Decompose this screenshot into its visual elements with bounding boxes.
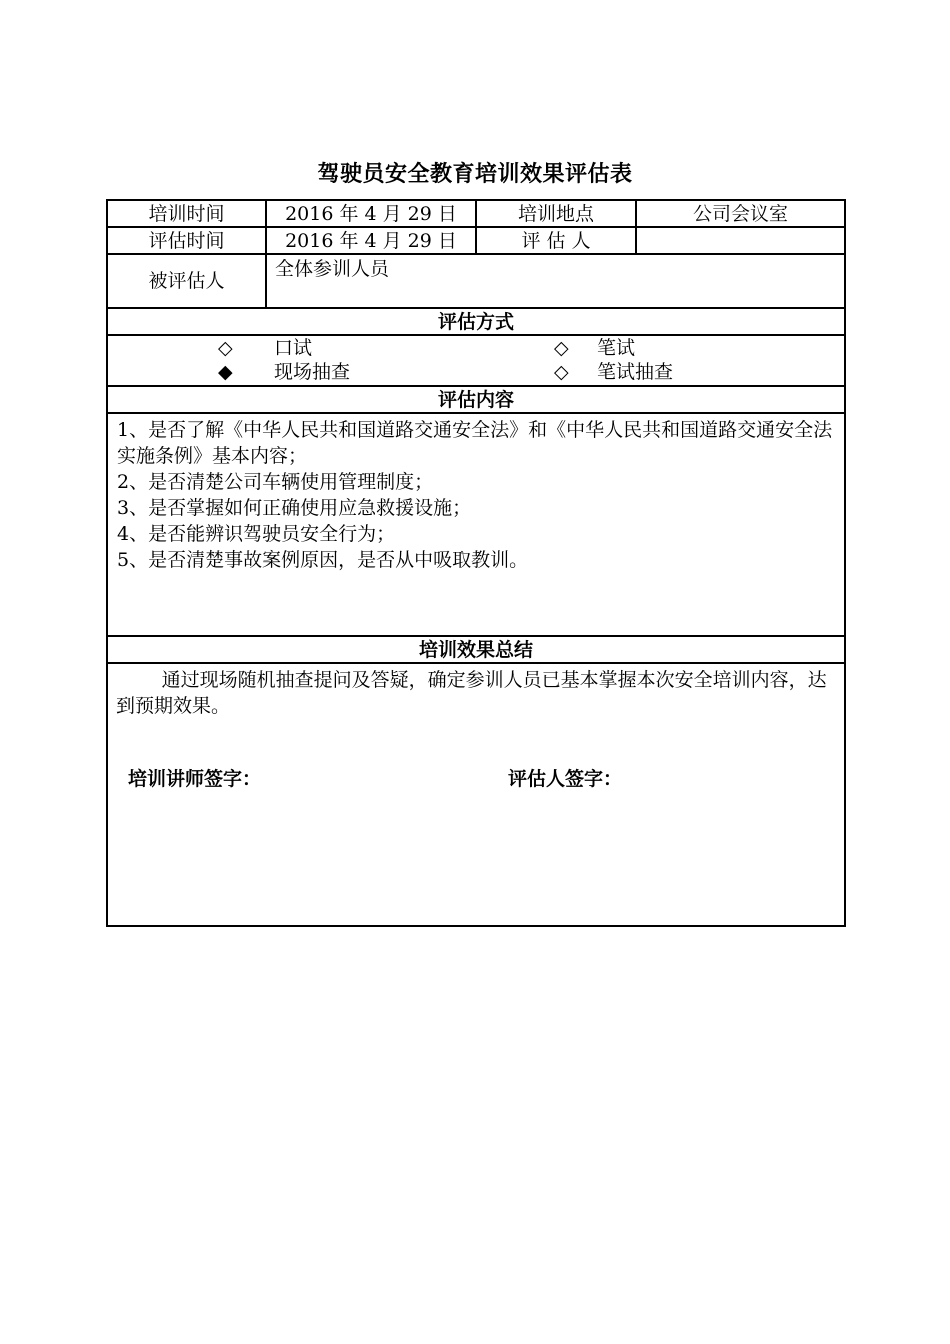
method-written-check-label: 笔试抽查 [597,361,674,383]
summary-text: 通过现场随机抽查提问及答疑，确定参训人员已基本掌握本次安全培训内容，达到预期效果。 [116,669,827,717]
evaluation-form [106,199,846,927]
evaluator-label: 评 估 人 [476,227,636,254]
method-written-check-icon: ◇ [554,361,569,383]
evaluated-value: 全体参训人员 [266,254,845,308]
method-oral-icon: ◇ [218,337,233,359]
content-line-5: 5、是否清楚事故案例原因，是否从中吸取教训。 [117,549,529,571]
content-line-1: 1、是否了解《中华人民共和国道路交通安全法》和《中华人民共和国道路交通安全法实施条例》基本内容； [117,419,833,467]
content-header: 评估内容 [107,386,845,413]
summary-header: 培训效果总结 [107,636,845,663]
methods-cell [107,335,845,386]
trainer-signature-label: 培训讲师签字： [128,768,262,790]
content-cell [107,413,845,636]
methods-header: 评估方式 [107,308,845,335]
training-time-value: 2016 年 4 月 29 日 [266,200,476,227]
evaluator-signature-label: 评估人签字： [508,768,623,790]
evaluated-label: 被评估人 [107,254,266,308]
page-title: 驾驶员安全教育培训效果评估表 [317,162,633,187]
training-place-value: 公司会议室 [636,200,845,227]
method-written-icon: ◇ [554,337,569,359]
method-onsite-label: 现场抽查 [274,361,351,383]
content-line-4: 4、是否能辨识驾驶员安全行为； [117,523,396,545]
method-oral-label: 口试 [274,337,313,359]
content-line-3: 3、是否掌握如何正确使用应急救援设施； [117,497,472,519]
evaluator-value [636,227,845,254]
training-place-label: 培训地点 [476,200,636,227]
eval-time-label: 评估时间 [107,227,266,254]
method-onsite-icon: ◆ [218,361,233,383]
content-line-2: 2、是否清楚公司车辆使用管理制度； [117,471,434,493]
method-written-label: 笔试 [597,337,636,359]
eval-time-value: 2016 年 4 月 29 日 [266,227,476,254]
training-time-label: 培训时间 [107,200,266,227]
summary-cell [107,663,845,926]
